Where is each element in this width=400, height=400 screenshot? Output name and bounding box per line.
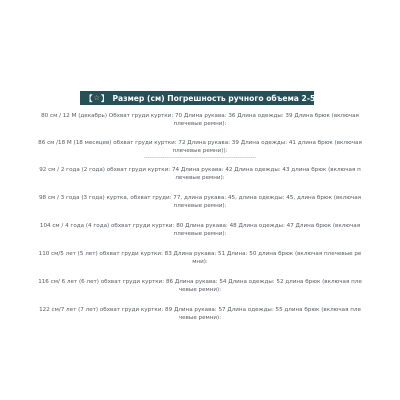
size-chart-header [80, 91, 332, 105]
star-icon: ☆ [93, 94, 100, 102]
size-entry-86 [26, 139, 374, 155]
size-entry-line: плечевые ремни): [173, 203, 227, 209]
size-entry-92 [26, 166, 374, 182]
size-entry-110 [26, 250, 374, 266]
header-bracket-open: 【 [85, 93, 93, 103]
size-entry-line: чевые ремни): [178, 287, 222, 293]
size-entry-122 [26, 306, 374, 322]
size-entry-80 [26, 112, 374, 128]
size-entry-line: 92 см / 2 года (2 года) обхват груди куртки: 74 Длина рукава: 42 Длина одежды: 43 длина брюк (включая п [39, 167, 361, 173]
size-entry-98 [26, 194, 374, 210]
size-entry-line: мни): [192, 259, 208, 265]
size-entry-line: 104 см / 4 года (4 года) обхват груди куртки: 80 Длина рукава: 48 Длина одежды: 47 Длина брюк (включая [39, 223, 361, 229]
size-entry-line: 110 см/5 лет (5 лет) обхват груди куртки: 83 Длина рукава: 51 Длина: 50 длина брюк (включая плечевые ре [38, 251, 362, 257]
size-entry-line: 122 см/7 лет (7 лет) обхват груди куртки: 89 Длина рукава: 57 Длина одежды: 55 длина брюк (включая пле [39, 307, 361, 313]
size-entry-line: 86 см /18 М (18 месяцев) обхват груди куртки: 72 Длина рукава: 39 Длина одежды: 41 длина брюк (включая [38, 140, 362, 146]
size-entry-104 [26, 222, 374, 238]
header-bracket-close: 】 [100, 93, 109, 103]
size-entry-line: 116 см/ 6 лет (6 лет) обхват груди куртки: 86 Длина рукава: 54 Длина одежды: 52 длина брюк (включая пле [38, 279, 362, 285]
size-entry-line: 98 см / 3 года (3 года) куртка, обхват груди: 77, длина рукава: 45, длина одежды: 45, длина брюк (включая [38, 195, 362, 201]
size-entry-line: плечевые ремни)): [172, 148, 228, 154]
size-entry-116 [26, 278, 374, 294]
size-entry-line: чевые ремни): [178, 315, 222, 321]
size-entry-line: плечевые ремни): [173, 121, 227, 127]
section-divider: ------------------------------------------------------------ [143, 155, 257, 161]
size-entry-line: 80 см / 12 М (декабрь) Обхват груди куртки: 70 Длина рукава: 36 Длина одежды: 39 Длина брюк (включая [41, 113, 359, 119]
size-entry-line: лечевые ремни): [175, 175, 225, 181]
size-chart-title: Размер (см) Погрешность ручного объема 2-5 см: [112, 93, 332, 103]
size-entry-line: плечевые ремни): [173, 231, 227, 237]
